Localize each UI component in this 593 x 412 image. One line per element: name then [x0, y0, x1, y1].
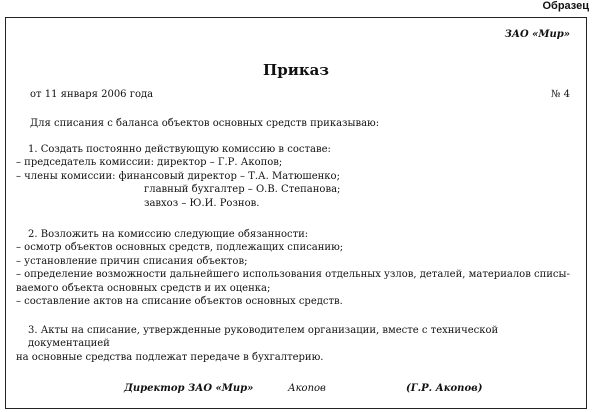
intro-text: Для списания с баланса объектов основных средств приказываю:: [30, 118, 380, 129]
section-2: [16, 228, 572, 308]
signature-title: Директор ЗАО «Мир»: [124, 383, 254, 394]
section-1: [16, 143, 572, 210]
order-document: [5, 17, 587, 409]
section-1-heading: 1. Создать постоянно действующую комиссию в составе:: [28, 144, 331, 155]
signature-name: (Г.Р. Акопов): [406, 383, 483, 394]
section-3-line-1: 3. Акты на списание, утвержденные руководителем организации, вместе с технической документацией: [28, 325, 499, 350]
document-title: Приказ: [263, 61, 329, 79]
section-2-heading: 2. Возложить на комиссию следующие обязанности:: [28, 229, 309, 240]
section-2-item-2: – установление причин списания объектов;: [16, 255, 248, 267]
section-2-item-1: – осмотр объектов основных средств, подлежащих списанию;: [16, 242, 344, 254]
signature-handwritten: Акопов: [288, 383, 326, 394]
section-2-item-4: – составление актов на списание объектов основных средств.: [16, 296, 343, 308]
section-1-members: – члены комиссии: финансовый директор – Т.А. Матюшенко;: [16, 170, 340, 182]
section-1-chair: – председатель комиссии: директор – Г.Р. Акопов;: [16, 157, 283, 169]
section-1-member-2: главный бухгалтер – О.В. Степанова;: [144, 184, 341, 196]
section-3-line-2: на основные средства подлежат передаче в бухгалтерию.: [16, 351, 324, 363]
order-date: от 11 января 2006 года: [30, 89, 154, 100]
section-2-item-3a: – определение возможности дальнейшего использования отдельных узлов, деталей, материалов списы-: [16, 269, 570, 281]
date-line: [30, 89, 570, 100]
section-3: [16, 324, 572, 364]
section-1-member-3: завхоз – Ю.И. Рознов.: [144, 197, 260, 209]
sample-label: Образец: [542, 0, 589, 12]
company-name: ЗАО «Мир»: [504, 29, 570, 40]
order-number: № 4: [550, 89, 570, 100]
section-2-item-3b: ваемого объекта основных средств и их оценка;: [16, 282, 271, 294]
